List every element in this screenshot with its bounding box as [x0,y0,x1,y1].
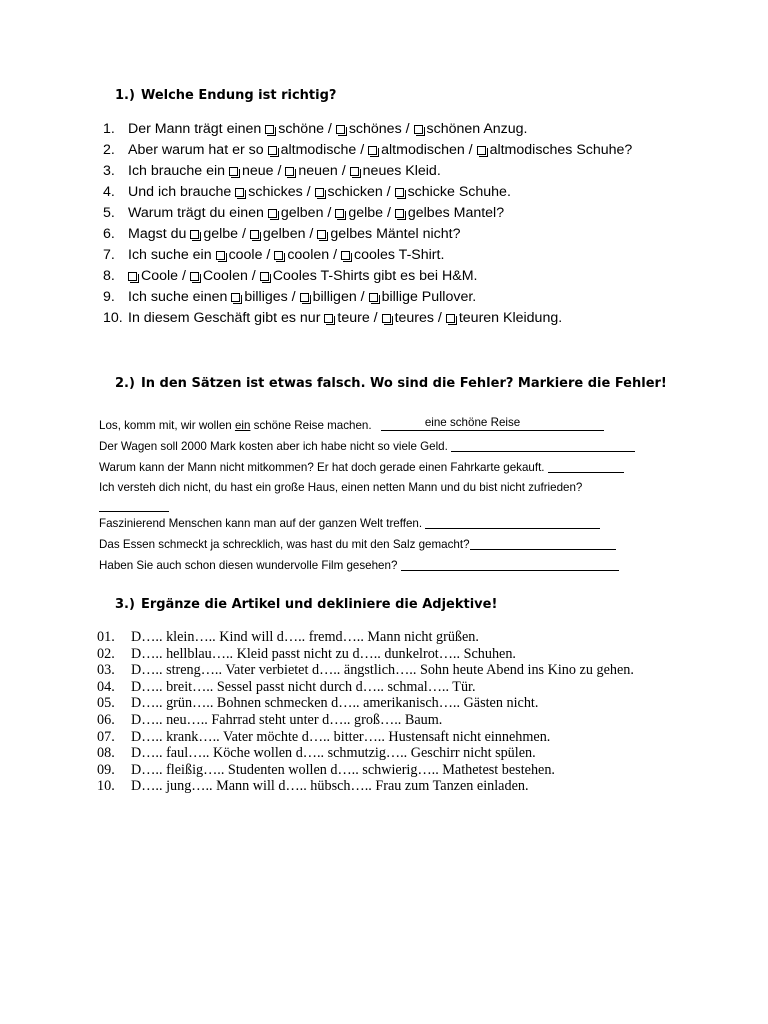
option-label: altmodische / [280,142,365,158]
checkbox[interactable] [477,146,486,155]
answer-blank[interactable] [381,417,604,431]
checkbox[interactable] [190,230,199,239]
option-label: neues Kleid. [362,163,441,179]
checkbox[interactable] [368,146,377,155]
checkbox[interactable] [274,251,283,260]
option-label: schönen Anzug. [426,121,528,137]
option-label: cooles T-Shirt. [353,247,445,263]
option-label: teures / [394,310,442,326]
list-item [103,245,632,266]
checkbox[interactable] [229,167,238,176]
option-label: gelben / [280,205,332,221]
list-item [103,203,632,224]
section1-number: 1.) [115,88,135,103]
sentence-line-continuation [99,499,169,513]
item-number: 5. [103,205,115,221]
section3-heading [115,597,497,612]
item-number: 7. [103,247,115,263]
example-answer: eine schöne Reise [424,416,521,429]
list-item: 06. D….. neu….. Fahrrad steht unter d….. groß….. Baum. [97,711,443,728]
checkbox[interactable] [268,209,277,218]
answer-blank[interactable] [401,558,619,571]
checkbox[interactable] [268,146,277,155]
list-item: 04. D….. breit….. Sessel passt nicht durch d….. schmal….. Tür. [97,678,476,695]
item-prefix: Ich brauche ein [128,163,226,179]
sentence-line: Faszinierend Menschen kann man auf der ganzen Welt treffen. [99,516,600,530]
checkbox[interactable] [336,125,345,134]
list-item [103,119,632,140]
sentence-line: Das Essen schmeckt ja schrecklich, was hast du mit den Salz gemacht? [99,537,616,551]
checkbox[interactable] [369,293,378,302]
list-item: 05. D….. grün….. Bohnen schmecken d….. amerikanisch….. Gästen nicht. [97,695,539,712]
answer-blank[interactable] [451,439,635,452]
option-label: billigen / [312,289,365,305]
option-label: schöne / [278,121,332,137]
item-number: 8. [103,268,115,284]
sentence-line: Ich versteh dich nicht, du hast ein große Haus, einen netten Mann und du bist nicht zufrieden? [99,481,583,494]
checkbox[interactable] [317,230,326,239]
section3-list [97,629,634,795]
list-item [103,161,632,182]
item-prefix: Ich suche ein [128,247,212,263]
list-item: 10. D….. jung….. Mann will d….. hübsch….. Frau zum Tanzen einladen. [97,778,529,795]
option-label: altmodisches Schuhe? [489,142,633,158]
section1-list [103,119,632,329]
item-prefix: Ich suche einen [128,289,228,305]
answer-blank[interactable] [425,516,600,529]
option-label: gelbe / [203,226,246,242]
sentence-line: Der Wagen soll 2000 Mark kosten aber ich habe nicht so viele Geld. [99,439,635,453]
checkbox[interactable] [190,272,199,281]
checkbox[interactable] [250,230,259,239]
item-prefix: Der Mann trägt einen [128,121,262,137]
list-item: 07. D….. krank….. Vater möchte d….. bitter….. Hustensaft nicht einnehmen. [97,728,551,745]
option-label: altmodischen / [381,142,473,158]
sentence-line: Warum kann der Mann nicht mitkommen? Er hat doch gerade einen Fahrkarte gekauft. [99,460,624,474]
checkbox[interactable] [128,272,137,281]
section1-heading [115,88,336,103]
answer-blank[interactable] [470,537,616,550]
checkbox[interactable] [395,188,404,197]
item-number: 2. [103,142,115,158]
checkbox[interactable] [285,167,294,176]
section3-number: 3.) [115,597,135,612]
item-number: 9. [103,289,115,305]
list-item: 08. D….. faul….. Köche wollen d….. schmutzig….. Geschirr nicht spülen. [97,745,536,762]
checkbox[interactable] [350,167,359,176]
checkbox[interactable] [235,188,244,197]
option-label: billiges / [244,289,296,305]
item-prefix: Aber warum hat er so [128,142,264,158]
checkbox[interactable] [324,314,333,323]
item-prefix: Magst du [128,226,187,242]
item-number: 1. [103,121,115,137]
option-label: teure / [337,310,378,326]
section2-heading [115,376,667,391]
item-number: 10. [103,310,123,326]
answer-blank[interactable] [548,460,624,473]
section3-title: Ergänze die Artikel und dekliniere die Adjektive! [140,597,498,612]
checkbox[interactable] [300,293,309,302]
item-prefix: Warum trägt du einen [128,205,264,221]
option-label: Coolen / [202,268,256,284]
checkbox[interactable] [395,209,404,218]
section1-title: Welche Endung ist richtig? [140,88,337,103]
option-label: schönes / [348,121,410,137]
section2-number: 2.) [115,376,135,391]
section2-title: In den Sätzen ist etwas falsch. Wo sind die Fehler? Markiere die Fehler! [140,376,667,391]
option-label: coole / [228,247,271,263]
option-label: teuren Kleidung. [458,310,563,326]
list-item: 09. D….. fleißig….. Studenten wollen d….. schwierig….. Mathetest bestehen. [97,761,555,778]
checkbox[interactable] [216,251,225,260]
option-label: gelbes Mantel? [407,205,505,221]
option-label: neuen / [298,163,346,179]
list-item [103,308,632,329]
option-label: gelben / [262,226,314,242]
checkbox[interactable] [260,272,269,281]
list-item [103,224,632,245]
option-label: schickes / [248,184,311,200]
item-number: 3. [103,163,115,179]
checkbox[interactable] [414,125,423,134]
option-label: Coole / [141,268,186,284]
marked-error: ein [234,419,251,432]
option-label: gelbe / [348,205,391,221]
list-item [103,266,632,287]
answer-blank[interactable] [99,499,169,512]
checkbox[interactable] [335,209,344,218]
list-item [103,287,632,308]
option-label: schicke Schuhe. [407,184,511,200]
option-label: gelbes Mäntel nicht? [330,226,461,242]
option-label: neue / [241,163,282,179]
item-prefix: Und ich brauche [128,184,232,200]
list-item: 01. D….. klein….. Kind will d….. fremd….. Mann nicht grüßen. [97,629,479,645]
item-prefix: In diesem Geschäft gibt es nur [128,310,321,326]
list-item [103,140,632,161]
checkbox[interactable] [265,125,274,134]
option-label: Cooles T-Shirts gibt es bei H&M. [272,268,478,284]
item-number: 4. [103,184,115,200]
checkbox[interactable] [341,251,350,260]
list-item [103,182,632,203]
checkbox[interactable] [231,293,240,302]
option-label: schicken / [327,184,391,200]
option-label: coolen / [287,247,338,263]
list-item: 02. D….. hellblau….. Kleid passt nicht zu d….. dunkelrot….. Schuhen. [97,645,516,662]
checkbox[interactable] [315,188,324,197]
checkbox[interactable] [446,314,455,323]
checkbox[interactable] [382,314,391,323]
sentence-line: Haben Sie auch schon diesen wundervolle Film gesehen? [99,558,619,572]
item-number: 6. [103,226,115,242]
example-sentence: Los, komm mit, wir wollen ein schöne Reise machen. eine schöne Reise [99,417,604,432]
option-label: billige Pullover. [381,289,477,305]
list-item: 03. D….. streng….. Vater verbietet d….. ängstlich….. Sohn heute Abend ins Kino zu gehen. [97,662,634,679]
